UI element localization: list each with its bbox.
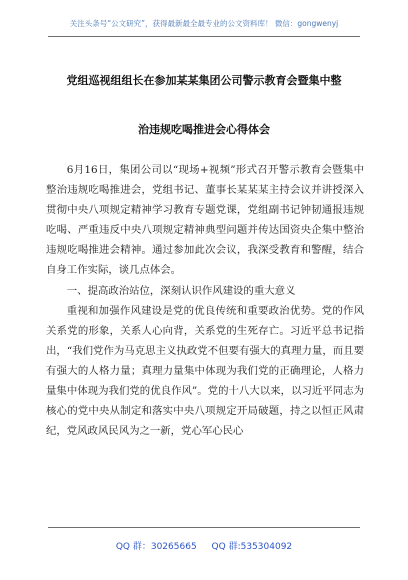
section-heading-1: 一、提高政治站位，深刻认识作风建设的重大意义: [66, 284, 296, 297]
qq-group-1: QQ 群：30265665: [115, 542, 197, 552]
promo-header: 关注头条号“公文研究”，获得最新最全最专业的公文资料库！ 微信：gongwenyj: [69, 19, 339, 28]
footer-divider: [48, 527, 360, 528]
qq-group-2: QQ 群:535304092: [211, 542, 293, 552]
document-title-line-2: 治违规吃喝推进会心得体会: [138, 123, 270, 136]
qq-footer: [0, 539, 408, 552]
body-paragraph-style: 重视和加强作风建设是党的优良传统和重要政治优势。党的作风关系党的形象，关系人心向背，关系党的生死存亡。习近平总书记指出，“我们党作为马克思主义执政党不但要有强大的真理力量，而且要有强大的人格力量；真理力量集中体现为我们党的正确理论，人格力量集中体现为我们党的优良作风”。党的十八大以来，以习近平同志为核心的党中央从制定和落实中央八项规定开局破题，持之以恒正风肃纪，党风政风民风为之一新，党心军心民心: [46, 304, 364, 438]
document-body: [46, 160, 364, 441]
body-paragraph-intro: 6月16日，集团公司以“现场+视频”形式召开警示教育会暨集中整治违规吃喝推进会，党组书记、董事长某某某主持会议并讲授深入贯彻中央八项规定精神学习教育专题党课，党组副书记钟韧通报违规吃喝、严重违反中央八项规定精神典型问题并传达国资央企集中整治违规吃喝推进会精神。通过参加此次会议，我深受教育和警醒，结合自身工作实际，谈几点体会。: [46, 164, 364, 277]
document-title-line-1: 党组巡视组组长在参加某某集团公司警示教育会暨集中整: [66, 74, 342, 87]
header-divider: [48, 36, 360, 37]
